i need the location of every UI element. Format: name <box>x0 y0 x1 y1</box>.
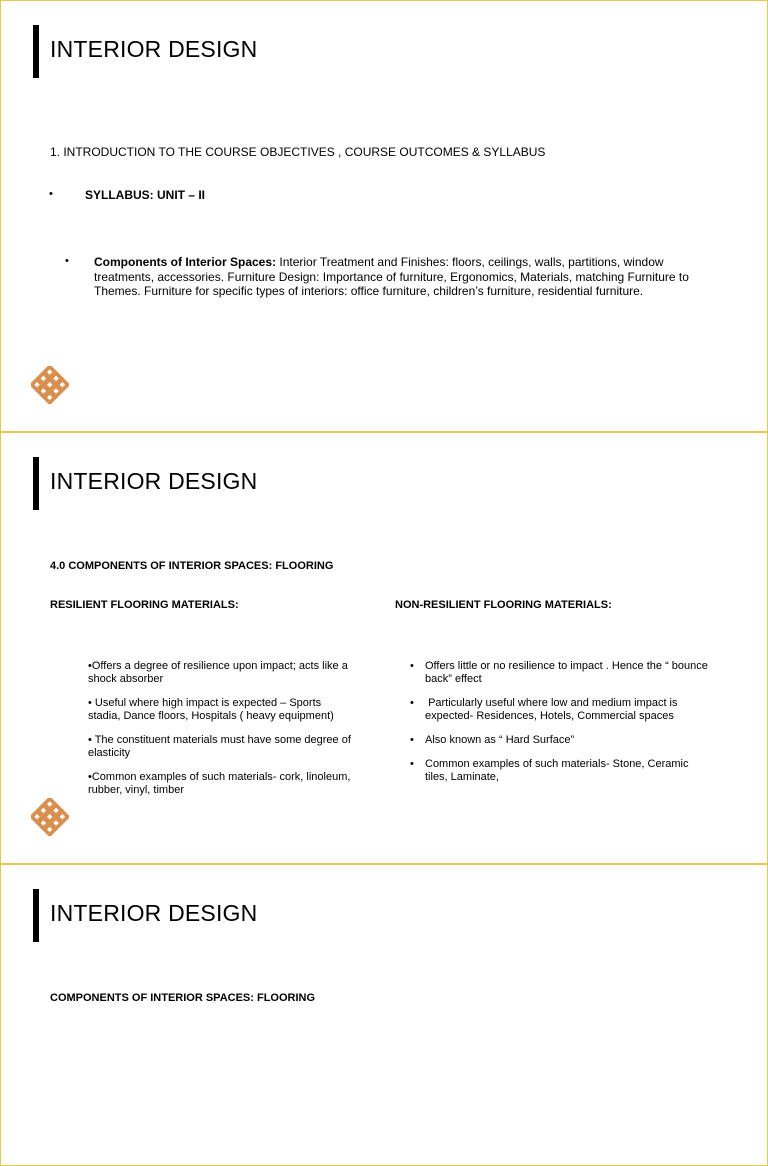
slide-1 <box>0 0 768 432</box>
resilient-heading: RESILIENT FLOORING MATERIALS: <box>50 599 239 611</box>
non-resilient-item: Common examples of such materials- Stone, Ceramic tiles, Laminate, <box>425 758 689 783</box>
bullet-marker: • <box>410 660 414 672</box>
non-resilient-item: Offers little or no resilience to impact . Hence the “ bounce back” effect <box>425 660 708 685</box>
intro-line: 1. INTRODUCTION TO THE COURSE OBJECTIVES , COURSE OUTCOMES & SYLLABUS <box>50 145 546 159</box>
bullet-marker: • <box>65 255 69 267</box>
slide-title: INTERIOR DESIGN <box>50 36 258 62</box>
endless-knot-icon <box>31 366 69 404</box>
slide-3 <box>0 864 768 1166</box>
components-label: Components of Interior Spaces: <box>94 255 277 269</box>
section-heading: COMPONENTS OF INTERIOR SPACES: FLOORING <box>50 992 316 1004</box>
slide-title: INTERIOR DESIGN <box>50 468 258 494</box>
resilient-item: • The constituent materials must have some degree of elasticity <box>88 734 351 759</box>
non-resilient-item: Also known as “ Hard Surface” <box>425 734 575 746</box>
bullet-marker: • <box>49 188 53 200</box>
resilient-item: •Common examples of such materials- cork, linoleum, rubber, vinyl, timber <box>88 771 351 796</box>
bullet-marker: • <box>410 758 414 770</box>
components-text: Interior Treatment and Finishes: floors, ceilings, walls, partitions, window treatments, accessories. Furniture Design: Importance of furniture, Ergonomics, Materials, matching Furniture to Themes. Furniture for specific types of interiors: office furniture, children’s furniture, residential furniture. <box>94 255 689 298</box>
syllabus-heading: SYLLABUS: UNIT – II <box>85 188 206 202</box>
title-accent-bar <box>33 25 39 78</box>
components-paragraph <box>94 255 702 299</box>
non-resilient-heading: NON-RESILIENT FLOORING MATERIALS: <box>395 599 612 611</box>
resilient-item: •Offers a degree of resilience upon impact; acts like a shock absorber <box>88 660 348 685</box>
endless-knot-icon <box>31 798 69 836</box>
resilient-item: • Useful where high impact is expected – Sports stadia, Dance floors, Hospitals ( heavy equipment) <box>88 697 334 722</box>
non-resilient-item: Particularly useful where low and medium impact is expected- Residences, Hotels, Commercial spaces <box>425 697 681 722</box>
title-accent-bar <box>33 457 39 510</box>
title-accent-bar <box>33 889 39 942</box>
bullet-marker: • <box>410 734 414 746</box>
slide-2 <box>0 432 768 864</box>
slide-title: INTERIOR DESIGN <box>50 900 258 926</box>
bullet-marker: • <box>410 697 414 709</box>
section-heading: 4.0 COMPONENTS OF INTERIOR SPACES: FLOORING <box>50 560 334 572</box>
